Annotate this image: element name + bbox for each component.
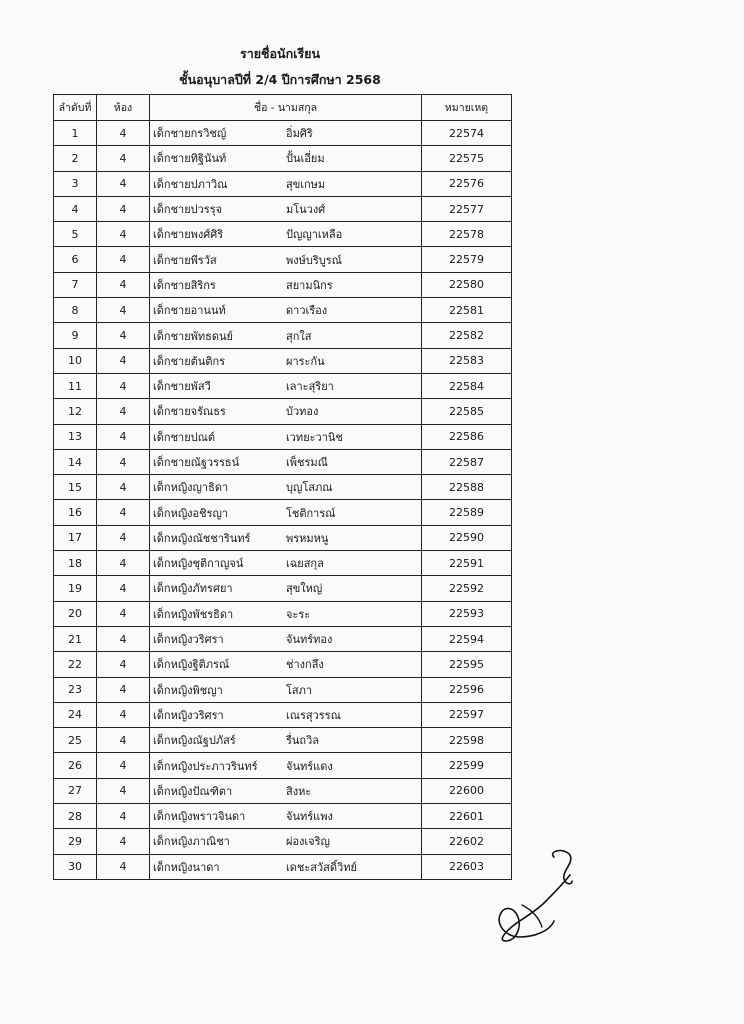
cell-room: 4	[97, 601, 150, 626]
last-name: สิงหะ	[286, 784, 312, 798]
first-name: เด็กชายปณต์	[153, 430, 215, 444]
last-name: อิ่มศิริ	[286, 127, 313, 141]
table-row	[54, 323, 512, 348]
handwritten-signature	[492, 845, 582, 945]
cell-note: 22581	[422, 298, 512, 323]
student-roster-table	[53, 94, 512, 880]
last-name: พรหมหนู	[286, 531, 329, 545]
table-row	[54, 348, 512, 373]
cell-room: 4	[97, 399, 150, 424]
cell-no: 28	[54, 804, 97, 829]
document-subtitle: ชั้นอนุบาลปีที่ 2/4 ปีการศึกษา 2568	[179, 72, 381, 87]
cell-name	[150, 626, 422, 651]
cell-note: 22577	[422, 196, 512, 221]
first-name: เด็กชายต้นติกร	[153, 354, 226, 368]
cell-no: 21	[54, 626, 97, 651]
cell-name	[150, 854, 422, 879]
table-row	[54, 753, 512, 778]
first-name: เด็กหญิงภัทรศยา	[153, 582, 233, 596]
cell-room: 4	[97, 652, 150, 677]
cell-note: 22583	[422, 348, 512, 373]
last-name: ดาวเรือง	[286, 304, 328, 318]
cell-no: 14	[54, 449, 97, 474]
last-name: ผ่องเจริญ	[286, 835, 330, 849]
cell-room: 4	[97, 702, 150, 727]
cell-no: 12	[54, 399, 97, 424]
cell-no: 8	[54, 298, 97, 323]
table-row	[54, 146, 512, 171]
cell-note: 22602	[422, 829, 512, 854]
cell-note: 22590	[422, 525, 512, 550]
cell-room: 4	[97, 525, 150, 550]
first-name: เด็กชายกรวิชญ์	[153, 127, 227, 141]
first-name: เด็กหญิงชุติกาญจน์	[153, 557, 244, 571]
last-name: โชติการณ์	[286, 506, 336, 520]
last-name: เวทยะวานิช	[286, 430, 343, 444]
last-name: เฉยสกุล	[286, 557, 324, 571]
cell-name	[150, 196, 422, 221]
last-name: สยามนิกร	[286, 278, 333, 292]
cell-no: 18	[54, 551, 97, 576]
cell-name	[150, 500, 422, 525]
last-name: จันทร์แดง	[286, 759, 333, 773]
document-title: รายชื่อนักเรียน	[239, 46, 321, 61]
last-name: ผาระกัน	[286, 354, 325, 368]
cell-no: 22	[54, 652, 97, 677]
cell-room: 4	[97, 551, 150, 576]
last-name: เดชะสวัสดิ์วิทย์	[286, 860, 357, 874]
first-name: เด็กชายอานนท์	[153, 304, 226, 318]
table-row	[54, 854, 512, 879]
first-name: เด็กหญิงนาดา	[153, 860, 220, 874]
first-name: เด็กหญิงฐิติภรณ์	[153, 658, 230, 672]
table-row	[54, 728, 512, 753]
last-name: เพ็ชรมณี	[286, 456, 328, 469]
cell-name	[150, 272, 422, 297]
last-name: สุกใส	[286, 329, 312, 343]
first-name: เด็กหญิงอชิรญา	[153, 506, 229, 520]
cell-name	[150, 601, 422, 626]
table-row	[54, 247, 512, 272]
last-name: ช่างกลึง	[286, 658, 324, 672]
table-row	[54, 804, 512, 829]
cell-room: 4	[97, 778, 150, 803]
first-name: เด็กหญิงพราวจินดา	[153, 810, 246, 824]
table-row	[54, 171, 512, 196]
last-name: จันทร์แพง	[286, 810, 333, 824]
table-row	[54, 449, 512, 474]
cell-no: 5	[54, 222, 97, 247]
cell-no: 13	[54, 424, 97, 449]
first-name: เด็กชายพีรวัส	[153, 253, 217, 267]
cell-note: 22575	[422, 146, 512, 171]
cell-name	[150, 323, 422, 348]
cell-no: 20	[54, 601, 97, 626]
cell-no: 4	[54, 196, 97, 221]
table-row	[54, 576, 512, 601]
first-name: เด็กชายพัทธดนย์	[153, 329, 233, 343]
cell-room: 4	[97, 222, 150, 247]
table-row	[54, 829, 512, 854]
table-row	[54, 626, 512, 651]
cell-note: 22580	[422, 272, 512, 297]
cell-no: 15	[54, 475, 97, 500]
first-name: เด็กหญิงณัชชารินทร์	[153, 531, 251, 545]
cell-note: 22584	[422, 373, 512, 398]
cell-note: 22592	[422, 576, 512, 601]
cell-room: 4	[97, 728, 150, 753]
first-name: เด็กหญิงวริศรา	[153, 633, 224, 647]
last-name: บัวทอง	[286, 405, 319, 419]
cell-name	[150, 146, 422, 171]
cell-note: 22593	[422, 601, 512, 626]
first-name: เด็กหญิงวริศรา	[153, 708, 224, 722]
cell-room: 4	[97, 247, 150, 272]
last-name: เณรสุวรรณ	[286, 708, 341, 722]
cell-name	[150, 702, 422, 727]
column-header-room: ห้อง	[97, 95, 150, 121]
table-row	[54, 196, 512, 221]
cell-room: 4	[97, 576, 150, 601]
last-name: ปั้นเอี่ยม	[286, 152, 325, 166]
cell-no: 29	[54, 829, 97, 854]
table-row	[54, 677, 512, 702]
first-name: เด็กหญิงประภาวรินทร์	[153, 759, 258, 773]
cell-no: 25	[54, 728, 97, 753]
table-row	[54, 373, 512, 398]
first-name: เด็กชายจรัณธร	[153, 405, 226, 419]
cell-note: 22603	[422, 854, 512, 879]
cell-name	[150, 121, 422, 146]
table-row	[54, 272, 512, 297]
cell-room: 4	[97, 146, 150, 171]
first-name: เด็กหญิงญาธิดา	[153, 481, 229, 495]
cell-name	[150, 247, 422, 272]
cell-note: 22586	[422, 424, 512, 449]
cell-note: 22601	[422, 804, 512, 829]
first-name: เด็กหญิงณัฐปภัสร์	[153, 734, 236, 748]
column-header-note: หมายเหตุ	[422, 95, 512, 121]
cell-name	[150, 449, 422, 474]
cell-no: 17	[54, 525, 97, 550]
table-row	[54, 702, 512, 727]
last-name: จะระ	[286, 607, 311, 621]
first-name: เด็กชายพัสวี	[153, 380, 211, 394]
cell-room: 4	[97, 449, 150, 474]
cell-name	[150, 424, 422, 449]
last-name: รื่นถวิล	[286, 734, 320, 748]
table-row	[54, 298, 512, 323]
cell-name	[150, 171, 422, 196]
cell-room: 4	[97, 854, 150, 879]
cell-note: 22578	[422, 222, 512, 247]
cell-note: 22585	[422, 399, 512, 424]
cell-no: 24	[54, 702, 97, 727]
cell-name	[150, 652, 422, 677]
table-row	[54, 652, 512, 677]
cell-name	[150, 728, 422, 753]
cell-room: 4	[97, 373, 150, 398]
cell-name	[150, 804, 422, 829]
cell-no: 2	[54, 146, 97, 171]
cell-note: 22594	[422, 626, 512, 651]
cell-no: 26	[54, 753, 97, 778]
last-name: บุญโสภณ	[286, 481, 333, 495]
table-row	[54, 475, 512, 500]
first-name: เด็กชายณัฐวรรธน์	[153, 456, 240, 469]
cell-room: 4	[97, 171, 150, 196]
cell-room: 4	[97, 500, 150, 525]
cell-note: 22600	[422, 778, 512, 803]
cell-note: 22576	[422, 171, 512, 196]
cell-room: 4	[97, 348, 150, 373]
cell-name	[150, 677, 422, 702]
cell-note: 22596	[422, 677, 512, 702]
cell-note: 22598	[422, 728, 512, 753]
cell-room: 4	[97, 677, 150, 702]
cell-name	[150, 399, 422, 424]
last-name: มโนวงศ์	[286, 203, 326, 217]
first-name: เด็กชายปภาวิณ	[153, 177, 228, 191]
last-name: จันทร์ทอง	[286, 633, 333, 647]
cell-room: 4	[97, 298, 150, 323]
first-name: เด็กหญิงปัณฑิตา	[153, 784, 233, 798]
table-row	[54, 551, 512, 576]
cell-no: 27	[54, 778, 97, 803]
cell-no: 10	[54, 348, 97, 373]
first-name: เด็กชายปวรรุจ	[153, 203, 223, 217]
cell-note: 22574	[422, 121, 512, 146]
cell-room: 4	[97, 323, 150, 348]
column-header-name: ชื่อ - นามสกุล	[150, 95, 422, 121]
cell-name	[150, 576, 422, 601]
table-row	[54, 778, 512, 803]
first-name: เด็กชายพงศ์ศิริ	[153, 228, 224, 242]
first-name: เด็กหญิงพัชรธิดา	[153, 607, 234, 621]
cell-no: 11	[54, 373, 97, 398]
cell-note: 22587	[422, 449, 512, 474]
cell-note: 22582	[422, 323, 512, 348]
cell-room: 4	[97, 121, 150, 146]
cell-room: 4	[97, 829, 150, 854]
last-name: พงษ์บริบูรณ์	[286, 253, 342, 267]
cell-name	[150, 753, 422, 778]
cell-room: 4	[97, 626, 150, 651]
column-header-no: ลำดับที่	[54, 95, 97, 121]
cell-name	[150, 373, 422, 398]
last-name: ปัญญาเหลือ	[286, 228, 343, 242]
cell-room: 4	[97, 424, 150, 449]
first-name: เด็กชายสิริกร	[153, 278, 216, 292]
cell-note: 22591	[422, 551, 512, 576]
table-row	[54, 399, 512, 424]
cell-note: 22579	[422, 247, 512, 272]
cell-note: 22588	[422, 475, 512, 500]
first-name: เด็กหญิงภาณิชา	[153, 835, 230, 849]
cell-no: 3	[54, 171, 97, 196]
table-row	[54, 424, 512, 449]
cell-name	[150, 829, 422, 854]
table-body	[54, 121, 512, 880]
table-header-row	[54, 95, 512, 121]
cell-no: 1	[54, 121, 97, 146]
cell-room: 4	[97, 475, 150, 500]
cell-name	[150, 778, 422, 803]
cell-name	[150, 475, 422, 500]
first-name: เด็กชายทิฐินันท์	[153, 152, 227, 166]
cell-note: 22597	[422, 702, 512, 727]
table-row	[54, 222, 512, 247]
cell-room: 4	[97, 804, 150, 829]
cell-room: 4	[97, 272, 150, 297]
table-row	[54, 500, 512, 525]
table-row	[54, 121, 512, 146]
cell-note: 22589	[422, 500, 512, 525]
cell-room: 4	[97, 196, 150, 221]
table-row	[54, 525, 512, 550]
cell-name	[150, 348, 422, 373]
first-name: เด็กหญิงพิชญา	[153, 683, 223, 697]
cell-no: 30	[54, 854, 97, 879]
cell-room: 4	[97, 753, 150, 778]
cell-note: 22599	[422, 753, 512, 778]
cell-no: 16	[54, 500, 97, 525]
cell-no: 19	[54, 576, 97, 601]
table-row	[54, 601, 512, 626]
cell-note: 22595	[422, 652, 512, 677]
cell-no: 23	[54, 677, 97, 702]
cell-name	[150, 525, 422, 550]
cell-name	[150, 551, 422, 576]
cell-no: 9	[54, 323, 97, 348]
cell-name	[150, 222, 422, 247]
cell-no: 6	[54, 247, 97, 272]
cell-no: 7	[54, 272, 97, 297]
last-name: เลาะสุริยา	[286, 380, 334, 394]
last-name: สุขเกษม	[286, 177, 326, 191]
last-name: สุขใหญ่	[286, 582, 323, 596]
cell-name	[150, 298, 422, 323]
last-name: โสภา	[286, 683, 313, 697]
